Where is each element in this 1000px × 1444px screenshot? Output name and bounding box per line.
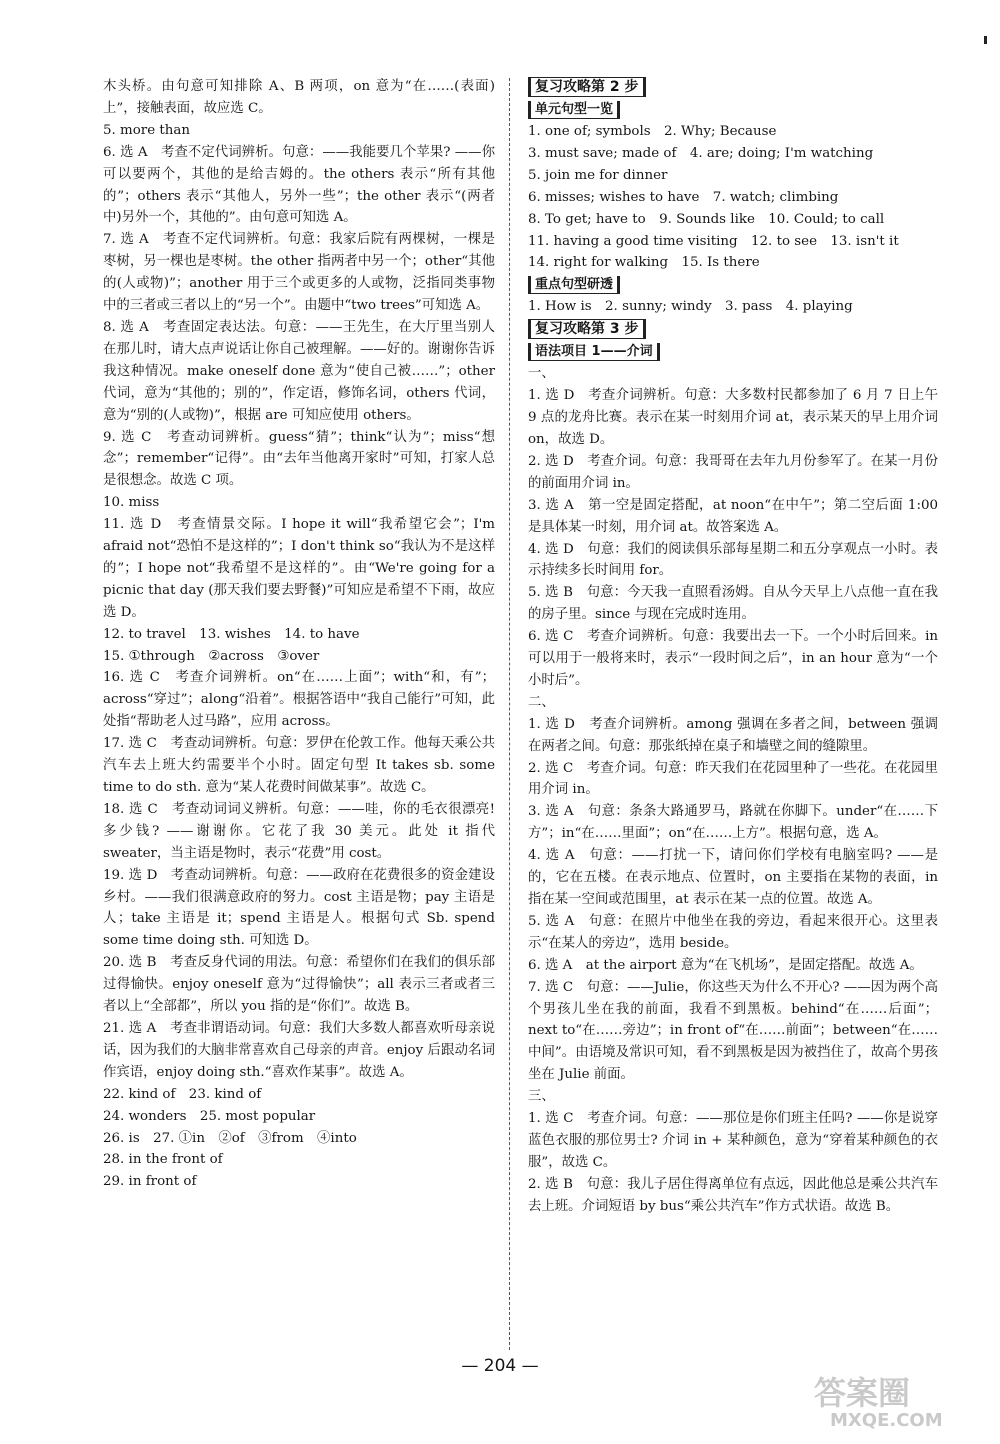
section-title-step-2: 复习攻略第 2 步 <box>528 77 646 97</box>
answer-item: 28. in the front of <box>103 1152 223 1168</box>
answer-item: 6. 选 A at the airport 意为“在飞机场”，是固定搭配。故选 A。 <box>528 957 923 973</box>
part-label: 一、 <box>528 366 555 382</box>
svg-text:答案圈: 答案圈 <box>814 1374 911 1412</box>
answer-item: 16. 选 C 考查介词辨析。on“在……上面”；with“和，有”；across“穿过”；along“沿着”。根据答语中“我自己能行”可知，此处指“帮助老人过马路”，应用 across。 <box>103 670 495 730</box>
answer-item: 5. 选 A 句意：在照片中他坐在我的旁边，看起来很开心。这里表示“在某人的旁边”，选用 beside。 <box>528 913 938 951</box>
answer-item: 4. 选 A 句意：——打扰一下，请问你们学校有电脑室吗? ——是的，它在五楼。在表示地点、位置时，on 主要指在某物的表面，in 指在某一空间或范围里，at 表示在某一点的位置。故选 A。 <box>528 848 938 907</box>
corner-mark <box>984 36 987 44</box>
section-title-step-3: 复习攻略第 3 步 <box>528 319 646 339</box>
answer-item: 29. in front of <box>103 1174 197 1190</box>
answer-item: 1. 选 D 考查介词辨析。among 强调在多者之间，between 强调在两者之间。句意：那张纸掉在桌子和墙壁之间的缝隙里。 <box>528 716 938 754</box>
answer-item: 7. 选 C 句意：——Julie，你这些天为什么不开心? ——因为两个高个男孩儿坐在我的前面，我看不到黑板。behind“在……后面”；next to“在……旁边”；in front of“在……前面”；between“在……中间”。由语境及常识可知，看不到黑板是因为被挡住了，故高个男孩坐在 Julie 前面。 <box>528 979 938 1083</box>
right-column <box>528 76 938 1218</box>
answer-item: 5. more than <box>103 122 190 138</box>
answer-item: 3. 选 A 句意：条条大路通罗马，路就在你脚下。under“在……下方”；in“在……里面”；on“在……上方”。根据句意，选 A。 <box>528 804 938 842</box>
subsection-title-sentence-overview: 单元句型一览 <box>528 101 620 119</box>
answer-item: 20. 选 B 考查反身代词的用法。句意：希望你们在我们的俱乐部过得愉快。enjoy oneself 意为“过得愉快”；all 表示三者或者三者以上“全部都”，所以 you 指的是“你们”。故选 B。 <box>103 955 495 1015</box>
answer-item: 15. ①through ②across ③over <box>103 648 320 664</box>
svg-text:MXQE.COM: MXQE.COM <box>830 1410 943 1431</box>
answer-item: 3. must save; made of 4. are; doing; I'm watching <box>528 145 874 161</box>
answer-item: 1. one of; symbols 2. Why; Because <box>528 124 777 139</box>
answer-item: 8. 选 A 考查固定表达法。句意：——王先生，在大厅里当别人在那儿时，请大点声说话让你自己被理解。——好的。谢谢你告诉我这种情况。make oneself done 意为“使自己被……”；other 代词，意为“其他的；别的”，作定语，修饰名词，others 代词，意为“别的(人或物)”，根据 are 可知应使用 others。 <box>103 319 495 423</box>
subsection-title-grammar-prepositions: 语法项目 1——介词 <box>528 343 660 361</box>
answer-item: 24. wonders 25. most popular <box>103 1108 316 1124</box>
answer-item: 7. 选 A 考查不定代词辨析。句意：我家后院有两棵树，一棵是枣树，另一棵也是枣树。the other 指两者中另一个；other“其他的(人或物)”；another 用于三个或更多的人或物，泛指同类事物中的三者或三者以上的“另一个”。由题中“two trees”可知选 A。 <box>103 232 495 314</box>
answer-item: 19. 选 D 考查动词辨析。句意：——政府在花费很多的资金建设乡村。——我们很满意政府的努力。cost 主语是物；pay 主语是人；take 主语是 it；spend 主语是人。根据句式 Sb. spend some time doing sth. 可知选 D。 <box>103 867 495 949</box>
answer-item: 1. 选 D 考查介词辨析。句意：大多数村民都参加了 6 月 7 日上午 9 点的龙舟比赛。表示在某一时刻用介词 at，表示某天的早上用介词 on，故选 D。 <box>528 388 938 447</box>
answer-item: 17. 选 C 考查动词辨析。句意：罗伊在伦敦工作。他每天乘公共汽车去上班大约需要半个小时。固定句型 It takes sb. some time to do sth. 意为“某人花费时间做某事”。故选 C。 <box>103 736 495 795</box>
answer-item: 5. 选 B 句意：今天我一直照看汤姆。自从今天早上八点他一直在我的房子里。since 与现在完成时连用。 <box>528 585 938 623</box>
answer-item: 2. 选 B 句意：我儿子居住得离单位有点远，因此他总是乘公共汽车去上班。介词短语 by bus“乘公共汽车”作方式状语。故选 B。 <box>528 1176 938 1214</box>
answer-item: 10. miss <box>103 495 160 511</box>
answer-item: 木头桥。由句意可知排除 A、B 两项，on 意为“在……(表面)上”，接触表面，故应选 C。 <box>103 79 495 116</box>
answer-item: 22. kind of 23. kind of <box>103 1086 262 1102</box>
answer-item: 14. right for walking 15. Is there <box>528 255 760 271</box>
answer-item: 2. 选 C 考查介词。句意：昨天我们在花园里种了一些花。在花园里用介词 in。 <box>528 760 938 798</box>
page-number: — 204 — <box>461 1356 539 1376</box>
answer-item: 11. 选 D 考查情景交际。I hope it will“我希望它会”；I'm afraid not“恐怕不是这样的”；I don't think so“我认为不是这样的”；I hope not“我希望不是这样的”。由“We're going for a picnic that day (那天我们要去野餐)”可知应是希望不下雨，故应选 D。 <box>103 517 495 620</box>
column-divider <box>509 78 510 1350</box>
answer-item: 1. How is 2. sunny; windy 3. pass 4. playing <box>528 299 853 315</box>
answer-item: 6. 选 A 考查不定代词辨析。句意：——我能要几个苹果? ——你可以要两个，其他的是给吉姆的。the others 表示“所有其他的”；others 表示“其他人，另外一些”；the other 表示“(两者中)另外一个，其他的”。由句意可知选 A。 <box>103 144 495 226</box>
answer-item: 26. is 27. ①in ②of ③from ④into <box>103 1130 357 1146</box>
part-label: 二、 <box>528 694 555 710</box>
answer-item: 12. to travel 13. wishes 14. to have <box>103 626 360 642</box>
answer-item: 4. 选 D 句意：我们的阅读俱乐部每星期二和五分享观点一小时。表示持续多长时间用 for。 <box>528 541 938 579</box>
left-column <box>103 76 495 1193</box>
answer-item: 9. 选 C 考查动词辨析。guess“猜”；think“认为”；miss“想念”；remember“记得”。由“去年当他离开家时”可知，打家人总是很想念。故选 C 项。 <box>103 429 495 489</box>
part-label: 三、 <box>528 1089 555 1105</box>
answer-item: 21. 选 A 考查非谓语动词。句意：我们大多数人都喜欢听母亲说话，因为我们的大脑非常喜欢自己母亲的声音。enjoy 后跟动名词作宾语，enjoy doing sth.“喜欢作某事”。故选 A。 <box>103 1020 495 1080</box>
answer-item: 1. 选 C 考查介词。句意：——那位是你们班主任吗? ——你是说穿蓝色衣服的那位男士? 介词 in + 某种颜色，意为“穿着某种颜色的衣服”，故选 C。 <box>528 1111 938 1170</box>
watermark-logo <box>808 1370 958 1432</box>
answer-item: 2. 选 D 考查介词。句意：我哥哥在去年九月份参军了。在某一月份的前面用介词 in。 <box>528 453 938 491</box>
answer-item: 8. To get; have to 9. Sounds like 10. Could; to call <box>528 211 885 227</box>
answer-item: 5. join me for dinner <box>528 167 668 183</box>
answer-item: 3. 选 A 第一空是固定搭配，at noon“在中午”；第二空后面 1:00 是具体某一时刻，用介词 at。故答案选 A。 <box>528 497 938 535</box>
subsection-title-key-sentences: 重点句型研透 <box>528 276 620 294</box>
answer-item: 11. having a good time visiting 12. to see 13. isn't it <box>528 233 899 249</box>
answer-item: 18. 选 C 考查动词词义辨析。句意：——哇，你的毛衣很漂亮! 多少钱? ——谢谢你。它花了我 30 美元。此处 it 指代 sweater，当主语是物时，表示“花费”用 cost。 <box>103 801 495 861</box>
answer-item: 6. misses; wishes to have 7. watch; climbing <box>528 189 839 205</box>
answer-item: 6. 选 C 考查介词辨析。句意：我要出去一下。一个小时后回来。in 可以用于一般将来时，表示“一段时间之后”，in an hour 意为“一个小时后”。 <box>528 629 938 688</box>
